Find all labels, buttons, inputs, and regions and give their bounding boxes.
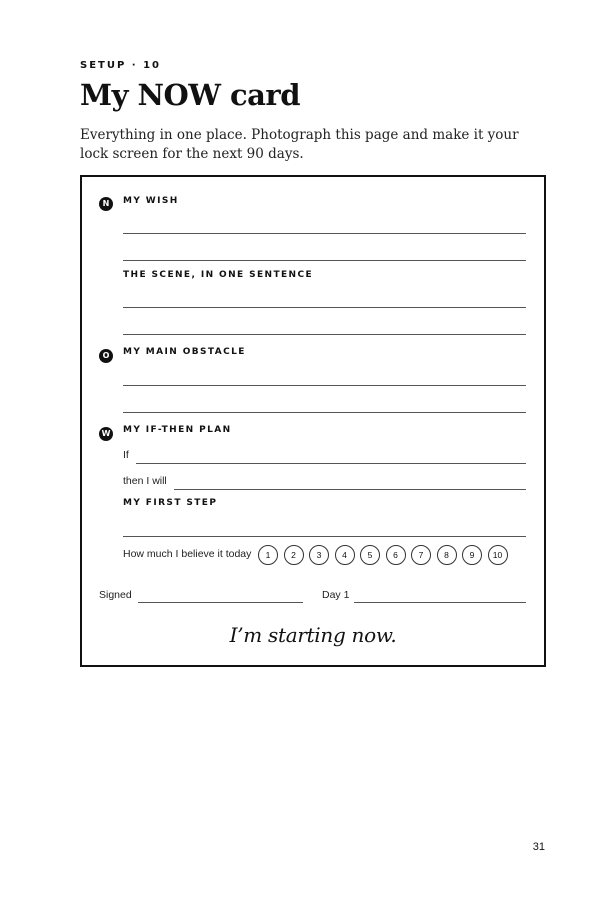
section-kicker: SETUP · 10 [80,60,161,71]
obstacle-line-2[interactable] [123,412,526,413]
label-my-wish: MY WISH [123,196,179,206]
badge-o: O [99,349,113,363]
belief-option-3[interactable]: 3 [309,545,329,565]
intro-text: Everything in one place. Photograph this page and make it your lock screen for the next 90 days. [80,127,519,162]
then-line[interactable] [174,489,526,490]
belief-option-4[interactable]: 4 [335,545,355,565]
label-first-step: MY FIRST STEP [123,498,218,508]
belief-option-7[interactable]: 7 [411,545,431,565]
closing-statement: I’m starting now. [229,623,397,647]
belief-scale [258,545,513,565]
now-card [80,175,546,667]
if-label: If [123,449,129,461]
if-line[interactable] [136,463,526,464]
label-main-obstacle: MY MAIN OBSTACLE [123,347,246,357]
scene-line-2[interactable] [123,334,526,335]
belief-option-10[interactable]: 10 [488,545,508,565]
belief-option-1[interactable]: 1 [258,545,278,565]
page-title: My NOW card [80,78,300,112]
belief-option-5[interactable]: 5 [360,545,380,565]
first-step-line[interactable] [123,536,526,537]
day-one-line[interactable] [354,602,526,603]
belief-option-6[interactable]: 6 [386,545,406,565]
belief-option-2[interactable]: 2 [284,545,304,565]
label-if-then-plan: MY IF-THEN PLAN [123,425,232,435]
scene-line-1[interactable] [123,307,526,308]
signature-line[interactable] [138,602,303,603]
wish-line-2[interactable] [123,260,526,261]
page-number: 31 [532,841,545,853]
badge-w: W [99,427,113,441]
day-one-label: Day 1 [322,589,350,601]
belief-label: How much I believe it today [123,548,252,560]
obstacle-line-1[interactable] [123,385,526,386]
belief-option-9[interactable]: 9 [462,545,482,565]
label-the-scene: THE SCENE, IN ONE SENTENCE [123,270,314,280]
signed-label: Signed [99,589,132,601]
then-label: then I will [123,475,167,487]
badge-n: N [99,197,113,211]
belief-option-8[interactable]: 8 [437,545,457,565]
wish-line-1[interactable] [123,233,526,234]
